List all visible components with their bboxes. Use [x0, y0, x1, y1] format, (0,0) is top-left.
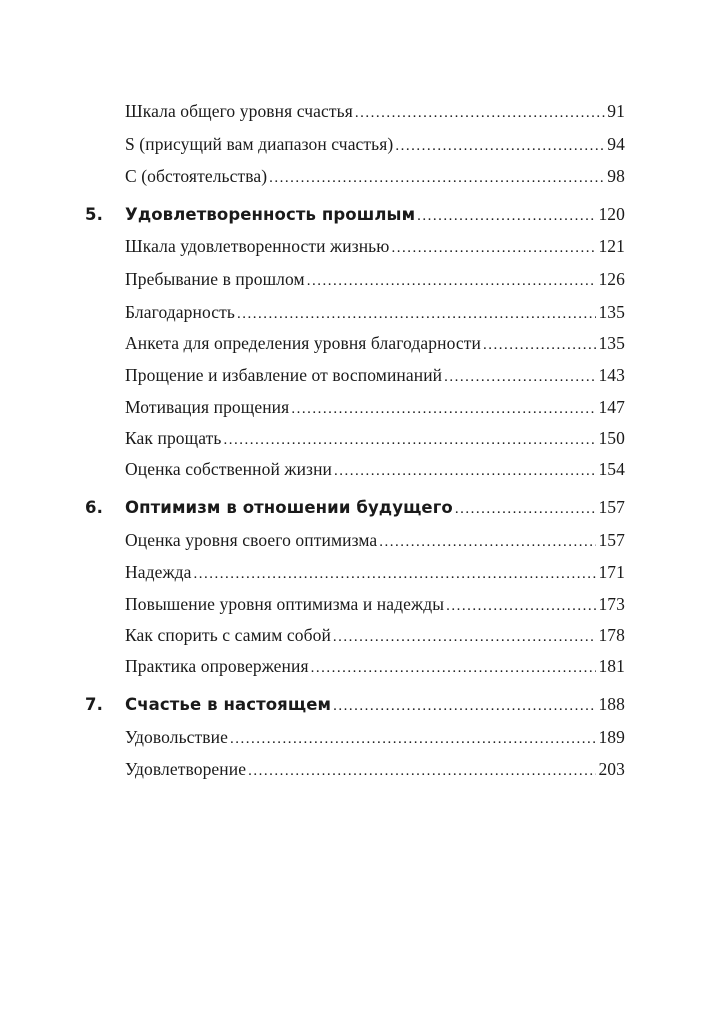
page-number: 189 [598, 726, 625, 747]
entry-title: Шкала удовлетворенности жизнью [125, 235, 390, 256]
toc-entry[interactable] [125, 587, 625, 621]
dot-leader [417, 204, 596, 225]
dot-leader [379, 530, 596, 551]
dot-leader [230, 727, 596, 748]
page-number: 173 [598, 593, 625, 614]
dot-leader [391, 236, 596, 257]
toc-chapter[interactable] [85, 687, 625, 721]
toc-entry[interactable] [125, 358, 625, 392]
dot-leader [444, 365, 596, 386]
page-number: 181 [598, 655, 625, 676]
toc-entry[interactable] [125, 752, 625, 786]
page-number: 120 [598, 203, 625, 224]
entry-title: Пребывание в прошлом [125, 268, 305, 289]
toc-entry[interactable] [125, 262, 625, 296]
page-number: 188 [598, 693, 625, 714]
entry-title: Анкета для определения уровня благодарности [125, 332, 481, 353]
chapter-title: Оптимизм в отношении будущего [125, 497, 453, 517]
dot-leader [307, 269, 597, 290]
toc-entry[interactable] [125, 555, 625, 589]
toc-entry[interactable] [125, 618, 625, 652]
toc-entry[interactable] [125, 523, 625, 557]
toc-entry[interactable] [125, 159, 625, 193]
dot-leader [248, 759, 596, 780]
dot-leader [269, 166, 605, 187]
page-number: 154 [598, 458, 625, 479]
page-number: 121 [598, 235, 625, 256]
entry-title: Прощение и избавление от воспоминаний [125, 364, 443, 385]
toc-chapter[interactable] [85, 197, 625, 231]
page-number: 157 [598, 496, 625, 517]
entry-title: Как прощать [125, 427, 222, 448]
toc-entry[interactable] [125, 720, 625, 754]
dot-leader [311, 656, 597, 677]
dot-leader [223, 428, 596, 449]
page-number: 94 [607, 133, 625, 154]
entry-title: Благодарность [125, 301, 235, 322]
page-number: 150 [598, 427, 625, 448]
page-number: 147 [598, 396, 625, 417]
entry-title: Оценка уровня своего оптимизма [125, 529, 378, 550]
toc-chapter[interactable] [85, 490, 625, 524]
entry-title: Мотивация прощения [125, 396, 290, 417]
dot-leader [395, 134, 605, 155]
chapter-title: Удовлетворенность прошлым [125, 204, 416, 224]
page-number: 135 [598, 332, 625, 353]
entry-title: Как спорить с самим собой [125, 624, 331, 645]
page-number: 157 [598, 529, 625, 550]
page-number: 126 [598, 268, 625, 289]
entry-title: S (присущий вам диапазон счастья) [125, 133, 394, 154]
dot-leader [333, 625, 597, 646]
dot-leader [455, 497, 597, 518]
page-number: 91 [607, 100, 625, 121]
toc-entry[interactable] [125, 94, 625, 128]
page-number: 171 [598, 561, 625, 582]
toc-entry[interactable] [125, 390, 625, 424]
entry-title: Надежда [125, 561, 192, 582]
toc-entry[interactable] [125, 229, 625, 263]
dot-leader [483, 333, 596, 354]
dot-leader [333, 694, 596, 715]
toc-entry[interactable] [125, 421, 625, 455]
page-number: 178 [598, 624, 625, 645]
dot-leader [291, 397, 596, 418]
chapter-number: 5. [85, 204, 103, 224]
toc-entry[interactable] [125, 452, 625, 486]
chapter-number: 7. [85, 694, 103, 714]
toc-entry[interactable] [125, 649, 625, 683]
page-number: 143 [598, 364, 625, 385]
dot-leader [194, 562, 597, 583]
page-number: 135 [598, 301, 625, 322]
entry-title: Удовлетворение [125, 758, 247, 779]
chapter-title: Счастье в настоящем [125, 694, 332, 714]
dot-leader [446, 594, 596, 615]
entry-title: Оценка собственной жизни [125, 458, 332, 479]
entry-title: С (обстоятельства) [125, 165, 268, 186]
chapter-number: 6. [85, 497, 103, 517]
page-number: 98 [607, 165, 625, 186]
entry-title: Повышение уровня оптимизма и надежды [125, 593, 445, 614]
toc-entry[interactable] [125, 326, 625, 360]
dot-leader [237, 302, 596, 323]
toc-entry[interactable] [125, 127, 625, 161]
dot-leader [355, 101, 605, 122]
entry-title: Практика опровержения [125, 655, 309, 676]
entry-title: Удовольствие [125, 726, 228, 747]
dot-leader [334, 459, 596, 480]
toc-entry[interactable] [125, 295, 625, 329]
page-number: 203 [598, 758, 625, 779]
entry-title: Шкала общего уровня счастья [125, 100, 353, 121]
